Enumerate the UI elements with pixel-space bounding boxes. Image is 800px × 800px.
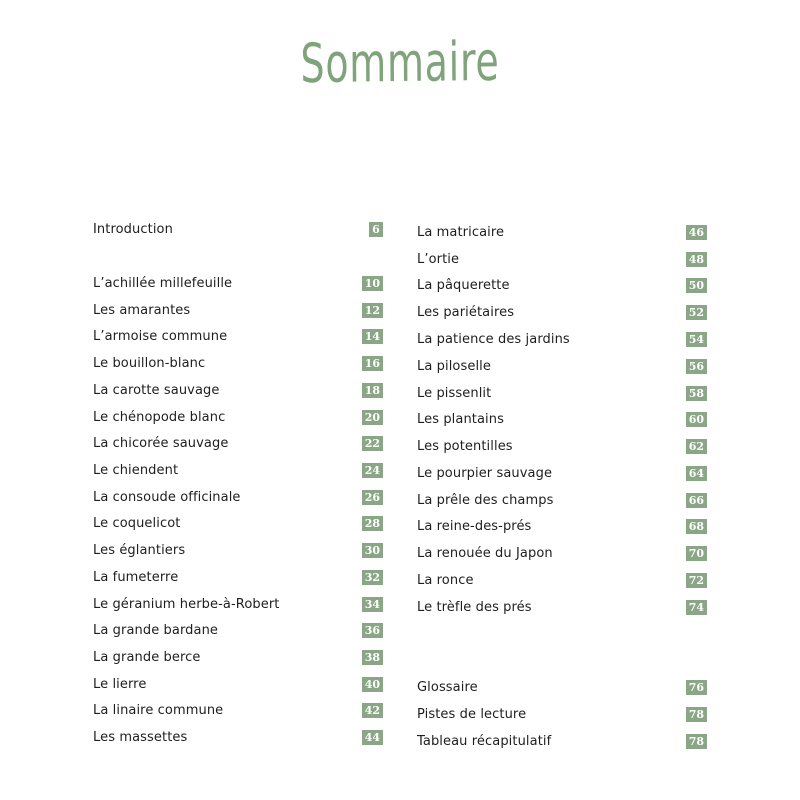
toc-entry[interactable] [417, 597, 707, 617]
toc-entry-label: Le bouillon-blanc [93, 355, 206, 371]
toc-page-number: 64 [686, 466, 707, 481]
page-title: Sommaire [300, 29, 500, 96]
toc-entry[interactable] [417, 275, 707, 295]
toc-page-number: 50 [686, 278, 707, 293]
toc-entry-label: Les plantains [417, 411, 504, 427]
toc-entry-label: Le chénopode blanc [93, 409, 226, 425]
toc-entry[interactable] [93, 433, 383, 453]
toc-entry-label: Le pourpier sauvage [417, 465, 553, 481]
toc-entry[interactable] [417, 302, 707, 322]
toc-entry[interactable] [93, 273, 383, 293]
toc-entry-label: Les églantiers [93, 542, 186, 558]
toc-entry-label: Le lierre [93, 676, 147, 692]
toc-page-number: 66 [686, 493, 707, 508]
toc-entry[interactable] [93, 219, 383, 239]
toc-page-number: 54 [686, 332, 707, 347]
toc-entry[interactable] [93, 700, 383, 720]
toc-entry-label: La piloselle [417, 358, 491, 374]
toc-entry-label: Les pariétaires [417, 304, 515, 320]
toc-entry[interactable] [417, 516, 707, 536]
toc-entry[interactable] [93, 620, 383, 640]
toc-entry[interactable] [417, 731, 707, 751]
toc-entry-label: Tableau récapitulatif [417, 733, 552, 749]
toc-entry[interactable] [417, 677, 707, 697]
toc-page-number: 38 [362, 650, 383, 665]
toc-page-number: 60 [686, 412, 707, 427]
toc-page-number: 14 [362, 329, 383, 344]
toc-entry-label: L’achillée millefeuille [93, 275, 233, 291]
toc-entry-label: La grande berce [93, 649, 201, 665]
toc-entry-label: Les amarantes [93, 302, 191, 318]
toc-page-number: 40 [362, 677, 383, 692]
toc-entry[interactable] [417, 543, 707, 563]
toc-page-number: 42 [362, 703, 383, 718]
toc-page-number: 76 [686, 680, 707, 695]
toc-entry[interactable] [417, 383, 707, 403]
toc-page-number: 10 [362, 276, 383, 291]
toc-page-number: 28 [362, 516, 383, 531]
toc-entry-label: Les massettes [93, 729, 188, 745]
toc-page-number: 68 [686, 519, 707, 534]
toc-page-number: 74 [686, 600, 707, 615]
toc-entry-label: La consoude officinale [93, 489, 241, 505]
toc-page-number: 12 [362, 303, 383, 318]
toc-page-number: 48 [686, 252, 707, 267]
toc-entry[interactable] [93, 487, 383, 507]
toc-entry-label: L’ortie [417, 251, 460, 267]
toc-entry[interactable] [417, 329, 707, 349]
toc-page-number: 56 [686, 359, 707, 374]
toc-page-number: 62 [686, 439, 707, 454]
toc-page-number: 36 [362, 623, 383, 638]
toc-entry-label: Introduction [93, 221, 173, 237]
toc-entry-label: La ronce [417, 572, 474, 588]
toc-page-number: 78 [686, 707, 707, 722]
toc-entry-label: La renouée du Japon [417, 545, 553, 561]
toc-entry[interactable] [417, 222, 707, 242]
toc-page-number: 26 [362, 490, 383, 505]
toc-entry-label: Les potentilles [417, 438, 513, 454]
toc-entry[interactable] [417, 463, 707, 483]
toc-entry[interactable] [93, 727, 383, 747]
toc-page-number: 30 [362, 543, 383, 558]
toc-entry-label: La patience des jardins [417, 331, 570, 347]
toc-page-number: 24 [362, 463, 383, 478]
toc-entry-label: La grande bardane [93, 622, 219, 638]
toc-entry[interactable] [93, 460, 383, 480]
toc-entry-label: La pâquerette [417, 277, 510, 293]
toc-entry-label: Glossaire [417, 679, 478, 695]
toc-entry-label: Le géranium herbe-à-Robert [93, 596, 280, 612]
toc-page-number: 46 [686, 225, 707, 240]
toc-entry[interactable] [417, 436, 707, 456]
toc-page-number: 78 [686, 734, 707, 749]
toc-entry[interactable] [93, 540, 383, 560]
toc-page-number: 32 [362, 570, 383, 585]
toc-entry-label: La chicorée sauvage [93, 435, 229, 451]
toc-entry[interactable] [417, 704, 707, 724]
toc-entry-label: L’armoise commune [93, 328, 228, 344]
toc-page-number: 20 [362, 410, 383, 425]
toc-entry-label: La prêle des champs [417, 492, 554, 508]
toc-entry-label: La linaire commune [93, 702, 224, 718]
toc-entry[interactable] [417, 570, 707, 590]
toc-page-number: 58 [686, 386, 707, 401]
toc-entry[interactable] [93, 407, 383, 427]
toc-entry[interactable] [417, 409, 707, 429]
toc-entry-label: La fumeterre [93, 569, 179, 585]
toc-entry-label: La reine-des-prés [417, 518, 532, 534]
toc-entry-label: Le chiendent [93, 462, 179, 478]
toc-page-number: 72 [686, 573, 707, 588]
toc-entry[interactable] [93, 353, 383, 373]
toc-entry[interactable] [93, 647, 383, 667]
toc-entry[interactable] [417, 356, 707, 376]
toc-entry[interactable] [93, 326, 383, 346]
toc-entry-label: La matricaire [417, 224, 505, 240]
toc-entry[interactable] [417, 249, 707, 269]
toc-page-number: 18 [362, 383, 383, 398]
toc-page-number: 44 [362, 730, 383, 745]
toc-entry-label: Le trèfle des prés [417, 599, 532, 615]
toc-entry[interactable] [93, 594, 383, 614]
toc-entry-label: Le coquelicot [93, 515, 181, 531]
toc-entry[interactable] [93, 513, 383, 533]
toc-entry[interactable] [93, 674, 383, 694]
toc-entry-label: Le pissenlit [417, 385, 492, 401]
toc-page-number: 22 [362, 436, 383, 451]
toc-page-number: 6 [369, 222, 383, 237]
toc-entry[interactable] [93, 380, 383, 400]
toc-page-number: 70 [686, 546, 707, 561]
toc-entry[interactable] [417, 490, 707, 510]
toc-entry[interactable] [93, 300, 383, 320]
toc-page-number: 16 [362, 356, 383, 371]
toc-page-number: 34 [362, 597, 383, 612]
toc-entry[interactable] [93, 567, 383, 587]
toc-entry-label: La carotte sauvage [93, 382, 220, 398]
toc-entry-label: Pistes de lecture [417, 706, 527, 722]
toc-page-number: 52 [686, 305, 707, 320]
